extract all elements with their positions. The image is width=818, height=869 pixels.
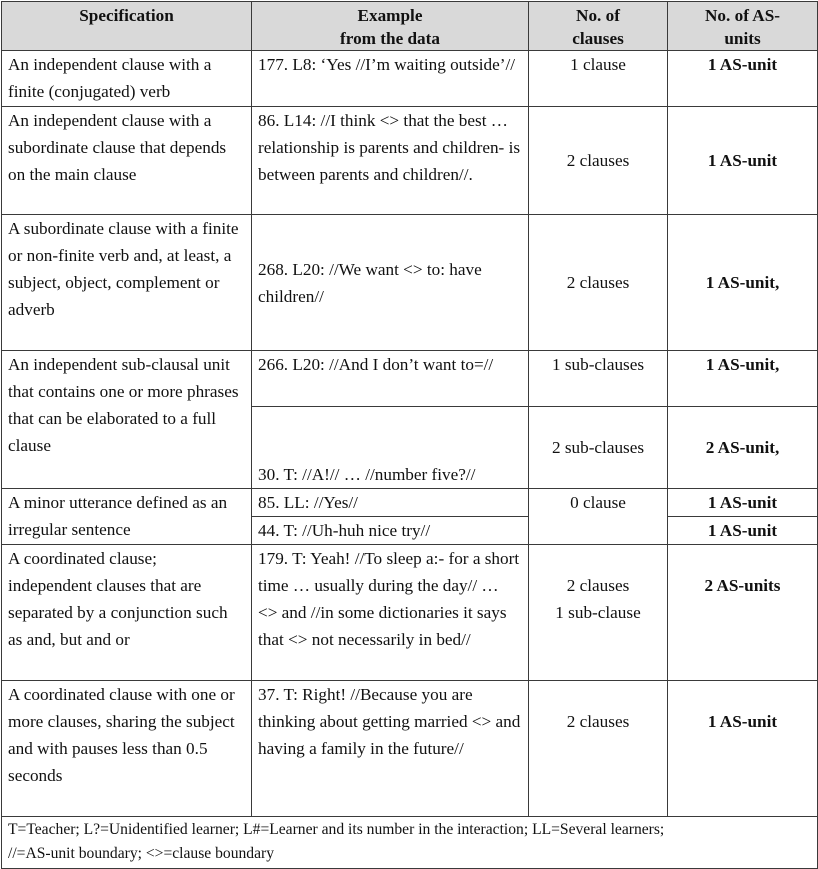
header-units-line1: No. of AS- (705, 6, 780, 25)
spec-cell: A coordinated clause with one or more clauses, sharing the subject and with pauses less than 0.5 seconds (2, 681, 252, 817)
units-cell: 1 AS-unit (668, 51, 818, 107)
spec-cell: An independent clause with a subordinate clause that depends on the main clause (2, 107, 252, 215)
units-cell: 1 AS-unit (668, 681, 818, 817)
header-row (2, 2, 818, 51)
example-cell: 86. L14: //I think <> that the best … relationship is parents and children- is between parents and children//. (252, 107, 529, 215)
example-cell: 30. T: //A!// … //number five?// (252, 407, 529, 489)
example-cell: 85. LL: //Yes// (252, 489, 529, 517)
spec-cell: An independent sub-clausal unit that contains one or more phrases that can be elaborated to a full clause (2, 351, 252, 489)
example-cell: 179. T: Yeah! //To sleep a:- for a short time … usually during the day// … <> and //in some dictionaries it says that <> not necessarily in bed// (252, 545, 529, 681)
units-cell: 2 AS-units (668, 545, 818, 681)
header-clauses-line2: clauses (572, 29, 624, 48)
clauses-cell: 1 sub-clauses (529, 351, 668, 407)
table-row (2, 681, 818, 817)
units-cell: 2 AS-unit, (668, 407, 818, 489)
example-cell: 268. L20: //We want <> to: have children// (252, 215, 529, 351)
units-cell: 1 AS-unit, (668, 215, 818, 351)
table-row (2, 215, 818, 351)
footnote-line1: T=Teacher; L?=Unidentified learner; L#=Learner and its number in the interaction; LL=Several learners; (8, 821, 665, 838)
clauses-cell: 1 clause (529, 51, 668, 107)
table-row (2, 489, 818, 517)
table-row (2, 107, 818, 215)
header-example-line1: Example (357, 6, 423, 25)
spec-cell: A subordinate clause with a finite or non-finite verb and, at least, a subject, object, complement or adverb (2, 215, 252, 351)
header-specification (2, 2, 252, 51)
table-row (2, 51, 818, 107)
header-example (252, 2, 529, 51)
as-unit-specification-table (1, 1, 818, 869)
table-footnote (2, 817, 818, 869)
example-cell: 177. L8: ‘Yes //I’m waiting outside’// (252, 51, 529, 107)
header-clauses (529, 2, 668, 51)
spec-cell: An independent clause with a finite (conjugated) verb (2, 51, 252, 107)
header-example-line2: from the data (340, 29, 440, 48)
clauses-cell: 0 clause (529, 489, 668, 545)
clauses-cell: 2 clauses (529, 681, 668, 817)
header-units (668, 2, 818, 51)
header-specification-label: Specification (79, 6, 174, 25)
units-cell: 1 AS-unit (668, 107, 818, 215)
clauses-cell: 2 clauses (529, 215, 668, 351)
header-clauses-line1: No. of (576, 6, 620, 25)
footer-row (2, 817, 818, 869)
example-cell: 44. T: //Uh-huh nice try// (252, 517, 529, 545)
spec-cell: A minor utterance defined as an irregular sentence (2, 489, 252, 545)
clauses-cell (529, 545, 668, 681)
example-cell: 266. L20: //And I don’t want to=// (252, 351, 529, 407)
clauses-cell: 2 clauses (529, 107, 668, 215)
units-cell: 1 AS-unit, (668, 351, 818, 407)
header-units-line2: units (724, 29, 761, 48)
clauses-line2: 1 sub-clause (555, 603, 641, 622)
units-cell: 1 AS-unit (668, 517, 818, 545)
footnote-line2: //=AS-unit boundary; <>=clause boundary (8, 845, 275, 862)
clauses-line1: 2 clauses (566, 576, 630, 595)
table-row (2, 351, 818, 407)
example-cell: 37. T: Right! //Because you are thinking about getting married <> and having a family in the future// (252, 681, 529, 817)
table-row (2, 545, 818, 681)
units-cell: 1 AS-unit (668, 489, 818, 517)
clauses-cell: 2 sub-clauses (529, 407, 668, 489)
spec-cell: A coordinated clause; independent clauses that are separated by a conjunction such as and, but and or (2, 545, 252, 681)
